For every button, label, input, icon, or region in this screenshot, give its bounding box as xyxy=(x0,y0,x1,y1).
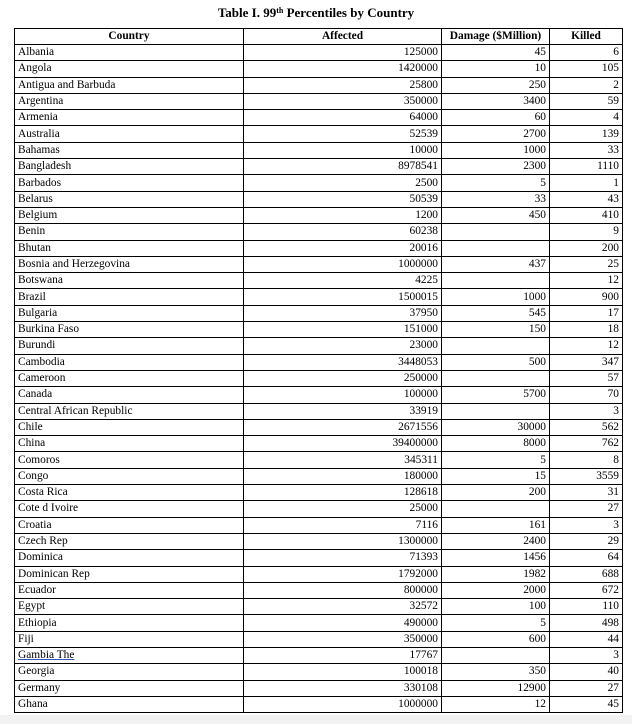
affected-cell: 1300000 xyxy=(244,533,442,549)
killed-cell: 43 xyxy=(550,191,623,207)
table-row xyxy=(15,647,623,663)
country-cell: Ghana xyxy=(15,696,244,712)
table-body xyxy=(15,45,623,713)
affected-cell: 100018 xyxy=(244,664,442,680)
killed-cell: 105 xyxy=(550,61,623,77)
affected-cell: 1500015 xyxy=(244,289,442,305)
title-prefix: Table I. 99 xyxy=(217,5,277,20)
affected-cell: 4225 xyxy=(244,273,442,289)
table-row xyxy=(15,224,623,240)
killed-cell: 40 xyxy=(550,664,623,680)
damage-cell: 600 xyxy=(442,631,550,647)
table-row xyxy=(15,159,623,175)
damage-cell: 12900 xyxy=(442,680,550,696)
damage-cell xyxy=(442,224,550,240)
country-cell: Dominican Rep xyxy=(15,566,244,582)
damage-cell: 5700 xyxy=(442,387,550,403)
table-row xyxy=(15,175,623,191)
affected-cell: 128618 xyxy=(244,485,442,501)
country-cell: Botswana xyxy=(15,273,244,289)
killed-cell: 25 xyxy=(550,256,623,272)
table-row xyxy=(15,566,623,582)
table-row xyxy=(15,354,623,370)
affected-cell: 71393 xyxy=(244,550,442,566)
title-superscript: th xyxy=(276,6,284,15)
damage-cell: 1456 xyxy=(442,550,550,566)
killed-cell: 31 xyxy=(550,485,623,501)
country-cell: Armenia xyxy=(15,110,244,126)
country-cell: Comoros xyxy=(15,452,244,468)
country-cell: Barbados xyxy=(15,175,244,191)
header-row xyxy=(15,29,623,45)
country-cell: Ethiopia xyxy=(15,615,244,631)
damage-cell: 33 xyxy=(442,191,550,207)
country-cell: Canada xyxy=(15,387,244,403)
killed-cell: 900 xyxy=(550,289,623,305)
damage-cell: 437 xyxy=(442,256,550,272)
table-row xyxy=(15,370,623,386)
table-row xyxy=(15,77,623,93)
country-cell: Egypt xyxy=(15,599,244,615)
table-row xyxy=(15,322,623,338)
killed-cell: 688 xyxy=(550,566,623,582)
affected-cell: 2500 xyxy=(244,175,442,191)
table-row xyxy=(15,680,623,696)
affected-cell: 17767 xyxy=(244,647,442,663)
killed-cell: 12 xyxy=(550,338,623,354)
damage-cell: 450 xyxy=(442,207,550,223)
country-cell: Antigua and Barbuda xyxy=(15,77,244,93)
table-row xyxy=(15,550,623,566)
damage-cell: 1000 xyxy=(442,142,550,158)
affected-cell: 125000 xyxy=(244,45,442,61)
damage-cell: 250 xyxy=(442,77,550,93)
killed-cell: 6 xyxy=(550,45,623,61)
affected-cell: 64000 xyxy=(244,110,442,126)
affected-cell: 52539 xyxy=(244,126,442,142)
table-row xyxy=(15,207,623,223)
killed-cell: 347 xyxy=(550,354,623,370)
affected-cell: 3448053 xyxy=(244,354,442,370)
country-cell: Angola xyxy=(15,61,244,77)
country-cell: Burkina Faso xyxy=(15,322,244,338)
damage-cell: 2000 xyxy=(442,582,550,598)
table-row xyxy=(15,452,623,468)
killed-cell: 3 xyxy=(550,403,623,419)
country-cell: Bangladesh xyxy=(15,159,244,175)
damage-cell xyxy=(442,370,550,386)
damage-cell: 60 xyxy=(442,110,550,126)
affected-cell: 180000 xyxy=(244,468,442,484)
damage-cell: 5 xyxy=(442,615,550,631)
table-row xyxy=(15,273,623,289)
killed-cell: 27 xyxy=(550,501,623,517)
affected-cell: 151000 xyxy=(244,322,442,338)
damage-cell: 2300 xyxy=(442,159,550,175)
affected-cell: 7116 xyxy=(244,517,442,533)
table-row xyxy=(15,517,623,533)
damage-cell: 15 xyxy=(442,468,550,484)
killed-cell: 44 xyxy=(550,631,623,647)
damage-cell: 150 xyxy=(442,322,550,338)
killed-cell: 200 xyxy=(550,240,623,256)
country-cell: Bhutan xyxy=(15,240,244,256)
killed-cell: 18 xyxy=(550,322,623,338)
table-row xyxy=(15,599,623,615)
killed-cell: 29 xyxy=(550,533,623,549)
country-cell: Gambia The xyxy=(15,647,244,663)
country-cell: Dominica xyxy=(15,550,244,566)
country-cell: Australia xyxy=(15,126,244,142)
affected-cell: 50539 xyxy=(244,191,442,207)
damage-cell: 1000 xyxy=(442,289,550,305)
country-cell: Costa Rica xyxy=(15,485,244,501)
killed-cell: 59 xyxy=(550,93,623,109)
country-cell: Albania xyxy=(15,45,244,61)
table-row xyxy=(15,485,623,501)
killed-cell: 672 xyxy=(550,582,623,598)
killed-cell: 33 xyxy=(550,142,623,158)
country-cell: Germany xyxy=(15,680,244,696)
killed-cell: 2 xyxy=(550,77,623,93)
killed-cell: 3 xyxy=(550,517,623,533)
affected-cell: 800000 xyxy=(244,582,442,598)
country-cell: Argentina xyxy=(15,93,244,109)
affected-cell: 33919 xyxy=(244,403,442,419)
country-cell: Congo xyxy=(15,468,244,484)
table-row xyxy=(15,338,623,354)
country-cell: Bahamas xyxy=(15,142,244,158)
table-row xyxy=(15,61,623,77)
affected-cell: 25000 xyxy=(244,501,442,517)
table-row xyxy=(15,387,623,403)
killed-cell: 498 xyxy=(550,615,623,631)
damage-cell xyxy=(442,647,550,663)
affected-cell: 345311 xyxy=(244,452,442,468)
country-cell: Benin xyxy=(15,224,244,240)
damage-cell xyxy=(442,273,550,289)
damage-cell: 1982 xyxy=(442,566,550,582)
affected-cell: 350000 xyxy=(244,631,442,647)
affected-cell: 37950 xyxy=(244,305,442,321)
country-cell: Fiji xyxy=(15,631,244,647)
damage-cell: 30000 xyxy=(442,419,550,435)
damage-cell xyxy=(442,403,550,419)
table-row xyxy=(15,45,623,61)
damage-cell: 3400 xyxy=(442,93,550,109)
killed-cell: 57 xyxy=(550,370,623,386)
table-row xyxy=(15,468,623,484)
affected-cell: 39400000 xyxy=(244,436,442,452)
country-cell: Brazil xyxy=(15,289,244,305)
header-killed: Killed xyxy=(550,29,623,45)
killed-cell: 3559 xyxy=(550,468,623,484)
country-cell: Belarus xyxy=(15,191,244,207)
killed-cell: 45 xyxy=(550,696,623,712)
damage-cell xyxy=(442,501,550,517)
affected-cell: 350000 xyxy=(244,93,442,109)
killed-cell: 110 xyxy=(550,599,623,615)
table-row xyxy=(15,93,623,109)
affected-cell: 1200 xyxy=(244,207,442,223)
damage-cell: 545 xyxy=(442,305,550,321)
killed-cell: 410 xyxy=(550,207,623,223)
killed-cell: 9 xyxy=(550,224,623,240)
damage-cell: 5 xyxy=(442,175,550,191)
killed-cell: 12 xyxy=(550,273,623,289)
header-country: Country xyxy=(15,29,244,45)
country-cell: Czech Rep xyxy=(15,533,244,549)
table-row xyxy=(15,142,623,158)
table-row xyxy=(15,533,623,549)
table-row xyxy=(15,289,623,305)
country-cell: Bulgaria xyxy=(15,305,244,321)
table-row xyxy=(15,696,623,712)
affected-cell: 1000000 xyxy=(244,256,442,272)
affected-cell: 330108 xyxy=(244,680,442,696)
affected-cell: 1420000 xyxy=(244,61,442,77)
table-row xyxy=(15,501,623,517)
affected-cell: 490000 xyxy=(244,615,442,631)
damage-cell: 2700 xyxy=(442,126,550,142)
header-affected: Affected xyxy=(244,29,442,45)
country-cell: Georgia xyxy=(15,664,244,680)
affected-cell: 23000 xyxy=(244,338,442,354)
affected-cell: 60238 xyxy=(244,224,442,240)
damage-cell: 161 xyxy=(442,517,550,533)
killed-cell: 562 xyxy=(550,419,623,435)
killed-cell: 27 xyxy=(550,680,623,696)
killed-cell: 3 xyxy=(550,647,623,663)
table-row xyxy=(15,631,623,647)
page-bottom-edge xyxy=(0,715,632,724)
affected-cell: 2671556 xyxy=(244,419,442,435)
affected-cell: 250000 xyxy=(244,370,442,386)
damage-cell: 45 xyxy=(442,45,550,61)
damage-cell: 500 xyxy=(442,354,550,370)
damage-cell: 8000 xyxy=(442,436,550,452)
country-cell: Central African Republic xyxy=(15,403,244,419)
table-row xyxy=(15,419,623,435)
affected-cell: 32572 xyxy=(244,599,442,615)
damage-cell: 10 xyxy=(442,61,550,77)
table-row xyxy=(15,240,623,256)
killed-cell: 70 xyxy=(550,387,623,403)
damage-cell: 12 xyxy=(442,696,550,712)
damage-cell: 100 xyxy=(442,599,550,615)
country-cell: China xyxy=(15,436,244,452)
damage-cell: 200 xyxy=(442,485,550,501)
table-row xyxy=(15,256,623,272)
damage-cell: 2400 xyxy=(442,533,550,549)
table-row xyxy=(15,191,623,207)
affected-cell: 20016 xyxy=(244,240,442,256)
country-cell: Burundi xyxy=(15,338,244,354)
title-suffix: Percentiles by Country xyxy=(283,5,415,20)
country-cell: Chile xyxy=(15,419,244,435)
table-row xyxy=(15,582,623,598)
affected-cell: 8978541 xyxy=(244,159,442,175)
percentiles-table xyxy=(14,28,623,713)
table-row xyxy=(15,305,623,321)
killed-cell: 1110 xyxy=(550,159,623,175)
country-cell: Cameroon xyxy=(15,370,244,386)
killed-cell: 1 xyxy=(550,175,623,191)
country-cell: Croatia xyxy=(15,517,244,533)
table-row xyxy=(15,664,623,680)
table-row xyxy=(15,403,623,419)
killed-cell: 139 xyxy=(550,126,623,142)
affected-cell: 1792000 xyxy=(244,566,442,582)
affected-cell: 100000 xyxy=(244,387,442,403)
killed-cell: 4 xyxy=(550,110,623,126)
damage-cell xyxy=(442,240,550,256)
affected-cell: 10000 xyxy=(244,142,442,158)
country-cell: Cambodia xyxy=(15,354,244,370)
header-damage: Damage ($Million) xyxy=(442,29,550,45)
killed-cell: 8 xyxy=(550,452,623,468)
damage-cell: 5 xyxy=(442,452,550,468)
affected-cell: 1000000 xyxy=(244,696,442,712)
table-title xyxy=(0,5,632,21)
damage-cell: 350 xyxy=(442,664,550,680)
country-cell: Bosnia and Herzegovina xyxy=(15,256,244,272)
country-cell: Ecuador xyxy=(15,582,244,598)
table-row xyxy=(15,110,623,126)
country-cell: Belgium xyxy=(15,207,244,223)
table-row xyxy=(15,126,623,142)
table-row xyxy=(15,615,623,631)
affected-cell: 25800 xyxy=(244,77,442,93)
killed-cell: 762 xyxy=(550,436,623,452)
killed-cell: 64 xyxy=(550,550,623,566)
country-cell: Cote d Ivoire xyxy=(15,501,244,517)
table-row xyxy=(15,436,623,452)
damage-cell xyxy=(442,338,550,354)
killed-cell: 17 xyxy=(550,305,623,321)
